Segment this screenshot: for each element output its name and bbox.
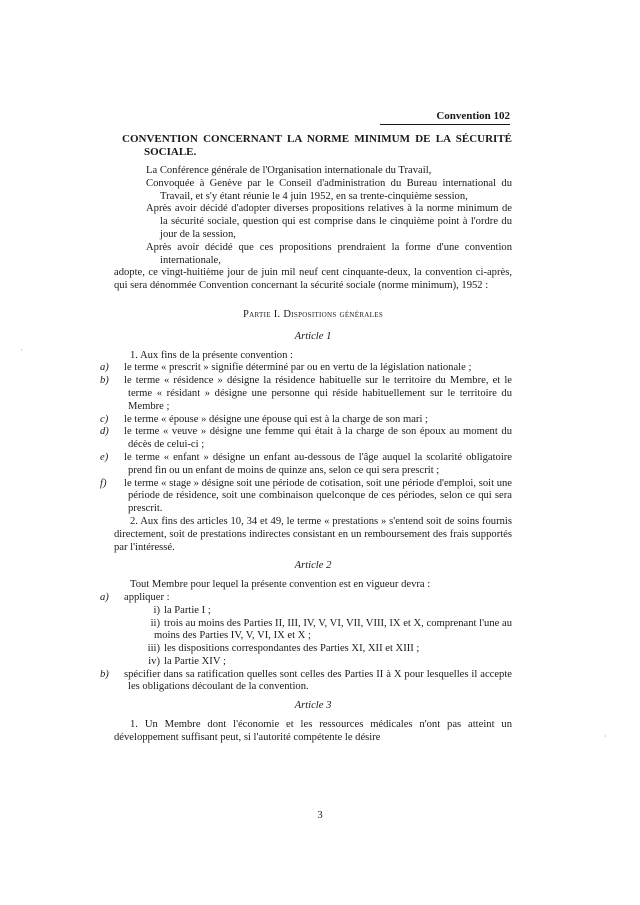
list-item: a) appliquer : [100,591,170,603]
article-1-intro: 1. Aux fins de la présente convention : [130,349,293,361]
scan-speck: · [20,346,23,355]
sub-list-item: iii) les dispositions correspondantes des Parties XI, XII et XIII ; [147,643,420,655]
scan-speck: · [604,732,607,741]
article-2-intro: Tout Membre pour lequel la présente convention est en vigueur devra : [130,579,431,591]
article-3-heading: Article 3 [294,700,332,712]
list-item: a) le terme « prescrit » signifie déterminé par ou en vertu de la législation nationale ; [100,362,472,374]
header-rule [380,124,510,125]
article-1-paragraph-2: 2. Aux fins des articles 10, 34 et 49, le terme « prestations » s'entend soit de soins fournis directement, soit de prestations indirectes consistant en un remboursement des frais supportés par l'intéressé. [114,515,512,553]
sub-list-item: ii) trois au moins des Parties II, III, IV, V, VI, VII, VIII, IX et X, comprenant l'une au moins des Parties IV, V, VI, IX et X ; [150,617,512,642]
adoption-paragraph: adopte, ce vingt-huitième jour de juin mil neuf cent cinquante-deux, la convention ci-après, qui sera dénommée Convention concernant la sécurité sociale (norme minimum), 1952 : [114,267,512,292]
page-content [100,133,512,745]
convention-title: CONVENTION CONCERNANT LA NORME MINIMUM DE LA SÉCURITÉ SOCIALE. [122,133,512,158]
list-item: d) le terme « veuve » désigne une femme qui était à la charge de son époux au moment du décès de celui-ci ; [100,426,512,451]
preamble-line-1: La Conférence générale de l'Organisation internationale du Travail, [146,165,432,176]
sub-list-item: i) la Partie I ; [153,604,211,616]
preamble-line-4: Après avoir décidé que ces propositions prendraient la forme d'une convention internationale, [146,241,512,266]
list-item: c) le terme « épouse » désigne une épouse qui est à la charge de son mari ; [100,413,428,425]
article-2-heading: Article 2 [294,560,332,572]
list-item: e) le terme « enfant » désigne un enfant au-dessous de l'âge auquel la scolarité obligatoire prend fin ou un enfant de moins de quinze ans, selon ce qui sera prescrit ; [100,451,512,476]
part-1-heading: Partie I. Dispositions générales [242,308,384,320]
list-item: f) le terme « stage » désigne soit une période de cotisation, soit une période d'emploi, soit une période de résidence, soit une combinaison quelconque de ces périodes, selon ce qui sera prescrit. [100,477,512,515]
page-number: 3 [317,810,323,821]
sub-list-item: iv) la Partie XIV ; [148,655,226,667]
article-3-text: 1. Un Membre dont l'économie et les ressources médicales n'ont pas atteint un développement suffisant peut, si l'autorité compétente le désire [114,719,512,743]
running-header: Convention 102 [436,110,510,122]
preamble-line-2: Convoquée à Genève par le Conseil d'administration du Bureau international du Travail, et s'y étant réunie le 4 juin 1952, en sa trente-cinquième session, [146,177,512,202]
list-item: b) le terme « résidence » désigne la résidence habituelle sur le territoire du Membre, et le terme « résidant » désigne une personne qui réside habituellement sur le territoire du Membre ; [100,375,512,412]
preamble-line-3: Après avoir décidé d'adopter diverses propositions relatives à la norme minimum de la sécurité sociale, question qui est comprise dans le cinquième point à l'ordre du jour de la session, [146,203,512,240]
list-item: b) spécifier dans sa ratification quelles sont celles des Parties II à X pour lesquelles il accepte les obligations découlant de la convention. [100,668,512,693]
article-1-heading: Article 1 [294,330,332,342]
